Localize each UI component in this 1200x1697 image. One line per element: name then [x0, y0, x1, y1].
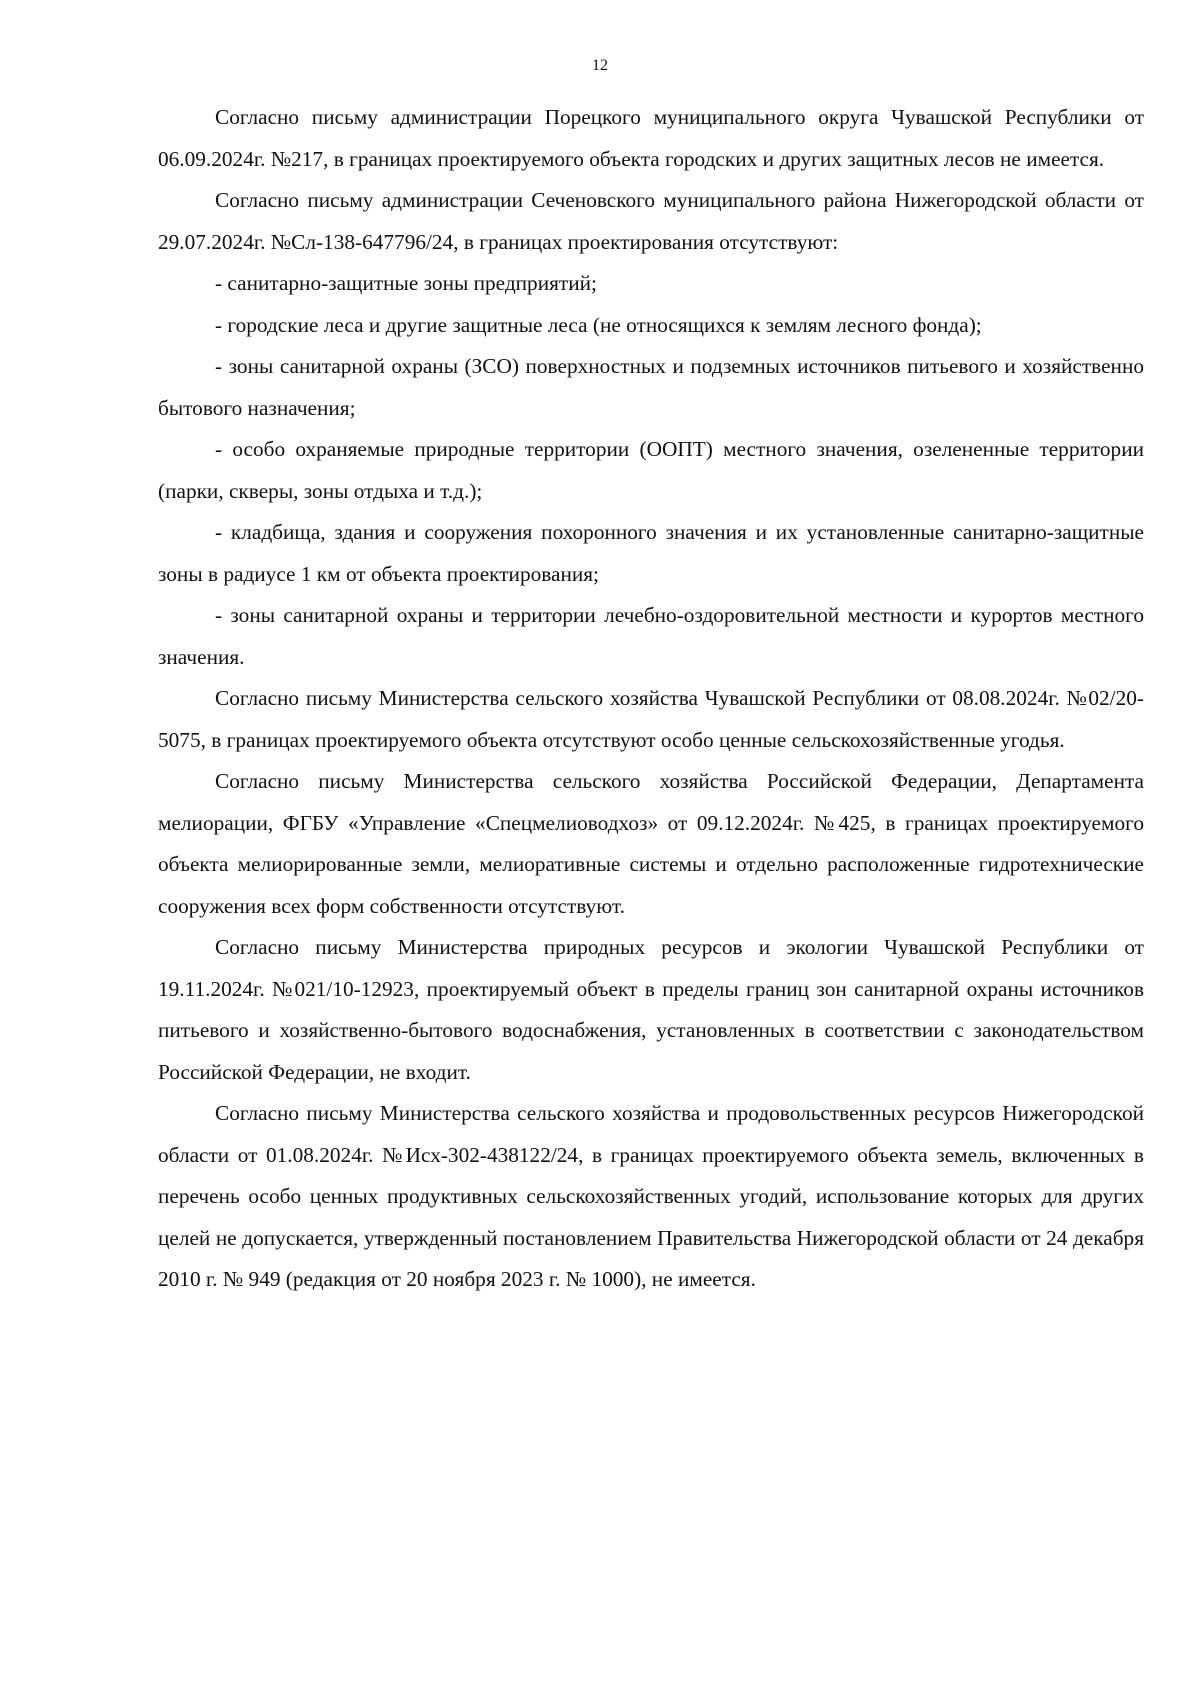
list-item-cemeteries: - кладбища, здания и сооружения похоронного значения и их установленные санитарно-защитные зоны в радиусе 1 км от объекта проектирования;	[158, 520, 1144, 586]
paragraph-nizhny-agriculture-letter: Согласно письму Министерства сельского хозяйства и продовольственных ресурсов Нижегородской области от 01.08.2024г. №Исх-302-438122/24, в границах проектируемого объекта земель, включенных в перечень особо ценных продуктивных сельскохозяйственных угодий, использование которых для других целей не допускается, утвержденный постановлением Правительства Нижегородской области от 24 декабря 2010 г. № 949 (редакция от 20 ноября 2023 г. № 1000), не имеется.	[158, 1101, 1144, 1291]
list-item-zso: - зоны санитарной охраны (ЗСО) поверхностных и подземных источников питьевого и хозяйственно бытового назначения;	[158, 354, 1144, 420]
document-body	[158, 97, 1144, 1301]
paragraph-melioration-letter: Согласно письму Министерства сельского хозяйства Российской Федерации, Департамента мелиорации, ФГБУ «Управление «Спецмелиоводхоз» от 09.12.2024г. №425, в границах проектируемого объекта мелиорированные земли, мелиоративные системы и отдельно расположенные гидротехнические сооружения всех форм собственности отсутствуют.	[158, 769, 1144, 918]
paragraph-poretsky-letter: Согласно письму администрации Порецкого муниципального округа Чувашской Республики от 06.09.2024г. №217, в границах проектируемого объекта городских и других защитных лесов не имеется.	[158, 105, 1144, 171]
page-number: 12	[592, 57, 608, 74]
list-item-resorts: - зоны санитарной охраны и территории лечебно-оздоровительной местности и курортов местного значения.	[158, 603, 1144, 669]
paragraph-sechenovsky-letter: Согласно письму администрации Сеченовского муниципального района Нижегородской области от 29.07.2024г. №Сл-138-647796/24, в границах проектирования отсутствуют:	[158, 188, 1144, 254]
list-item-urban-forests: - городские леса и другие защитные леса (не относящихся к землям лесного фонда);	[215, 312, 982, 337]
paragraph-natural-resources-letter: Согласно письму Министерства природных ресурсов и экологии Чувашской Республики от 19.11.2024г. №021/10-12923, проектируемый объект в пределы границ зон санитарной охраны источников питьевого и хозяйственно-бытового водоснабжения, установленных в соответствии с законодательством Российской Федерации, не входит.	[158, 935, 1144, 1084]
paragraph-chuvash-agriculture-letter: Согласно письму Министерства сельского хозяйства Чувашской Республики от 08.08.2024г. №02/20-5075, в границах проектируемого объекта отсутствуют особо ценные сельскохозяйственные угодья.	[158, 686, 1144, 752]
list-item-oopt: - особо охраняемые природные территории (ООПТ) местного значения, озелененные территории (парки, скверы, зоны отдыха и т.д.);	[158, 437, 1144, 503]
list-item-sanitary-zones: - санитарно-защитные зоны предприятий;	[215, 271, 597, 295]
